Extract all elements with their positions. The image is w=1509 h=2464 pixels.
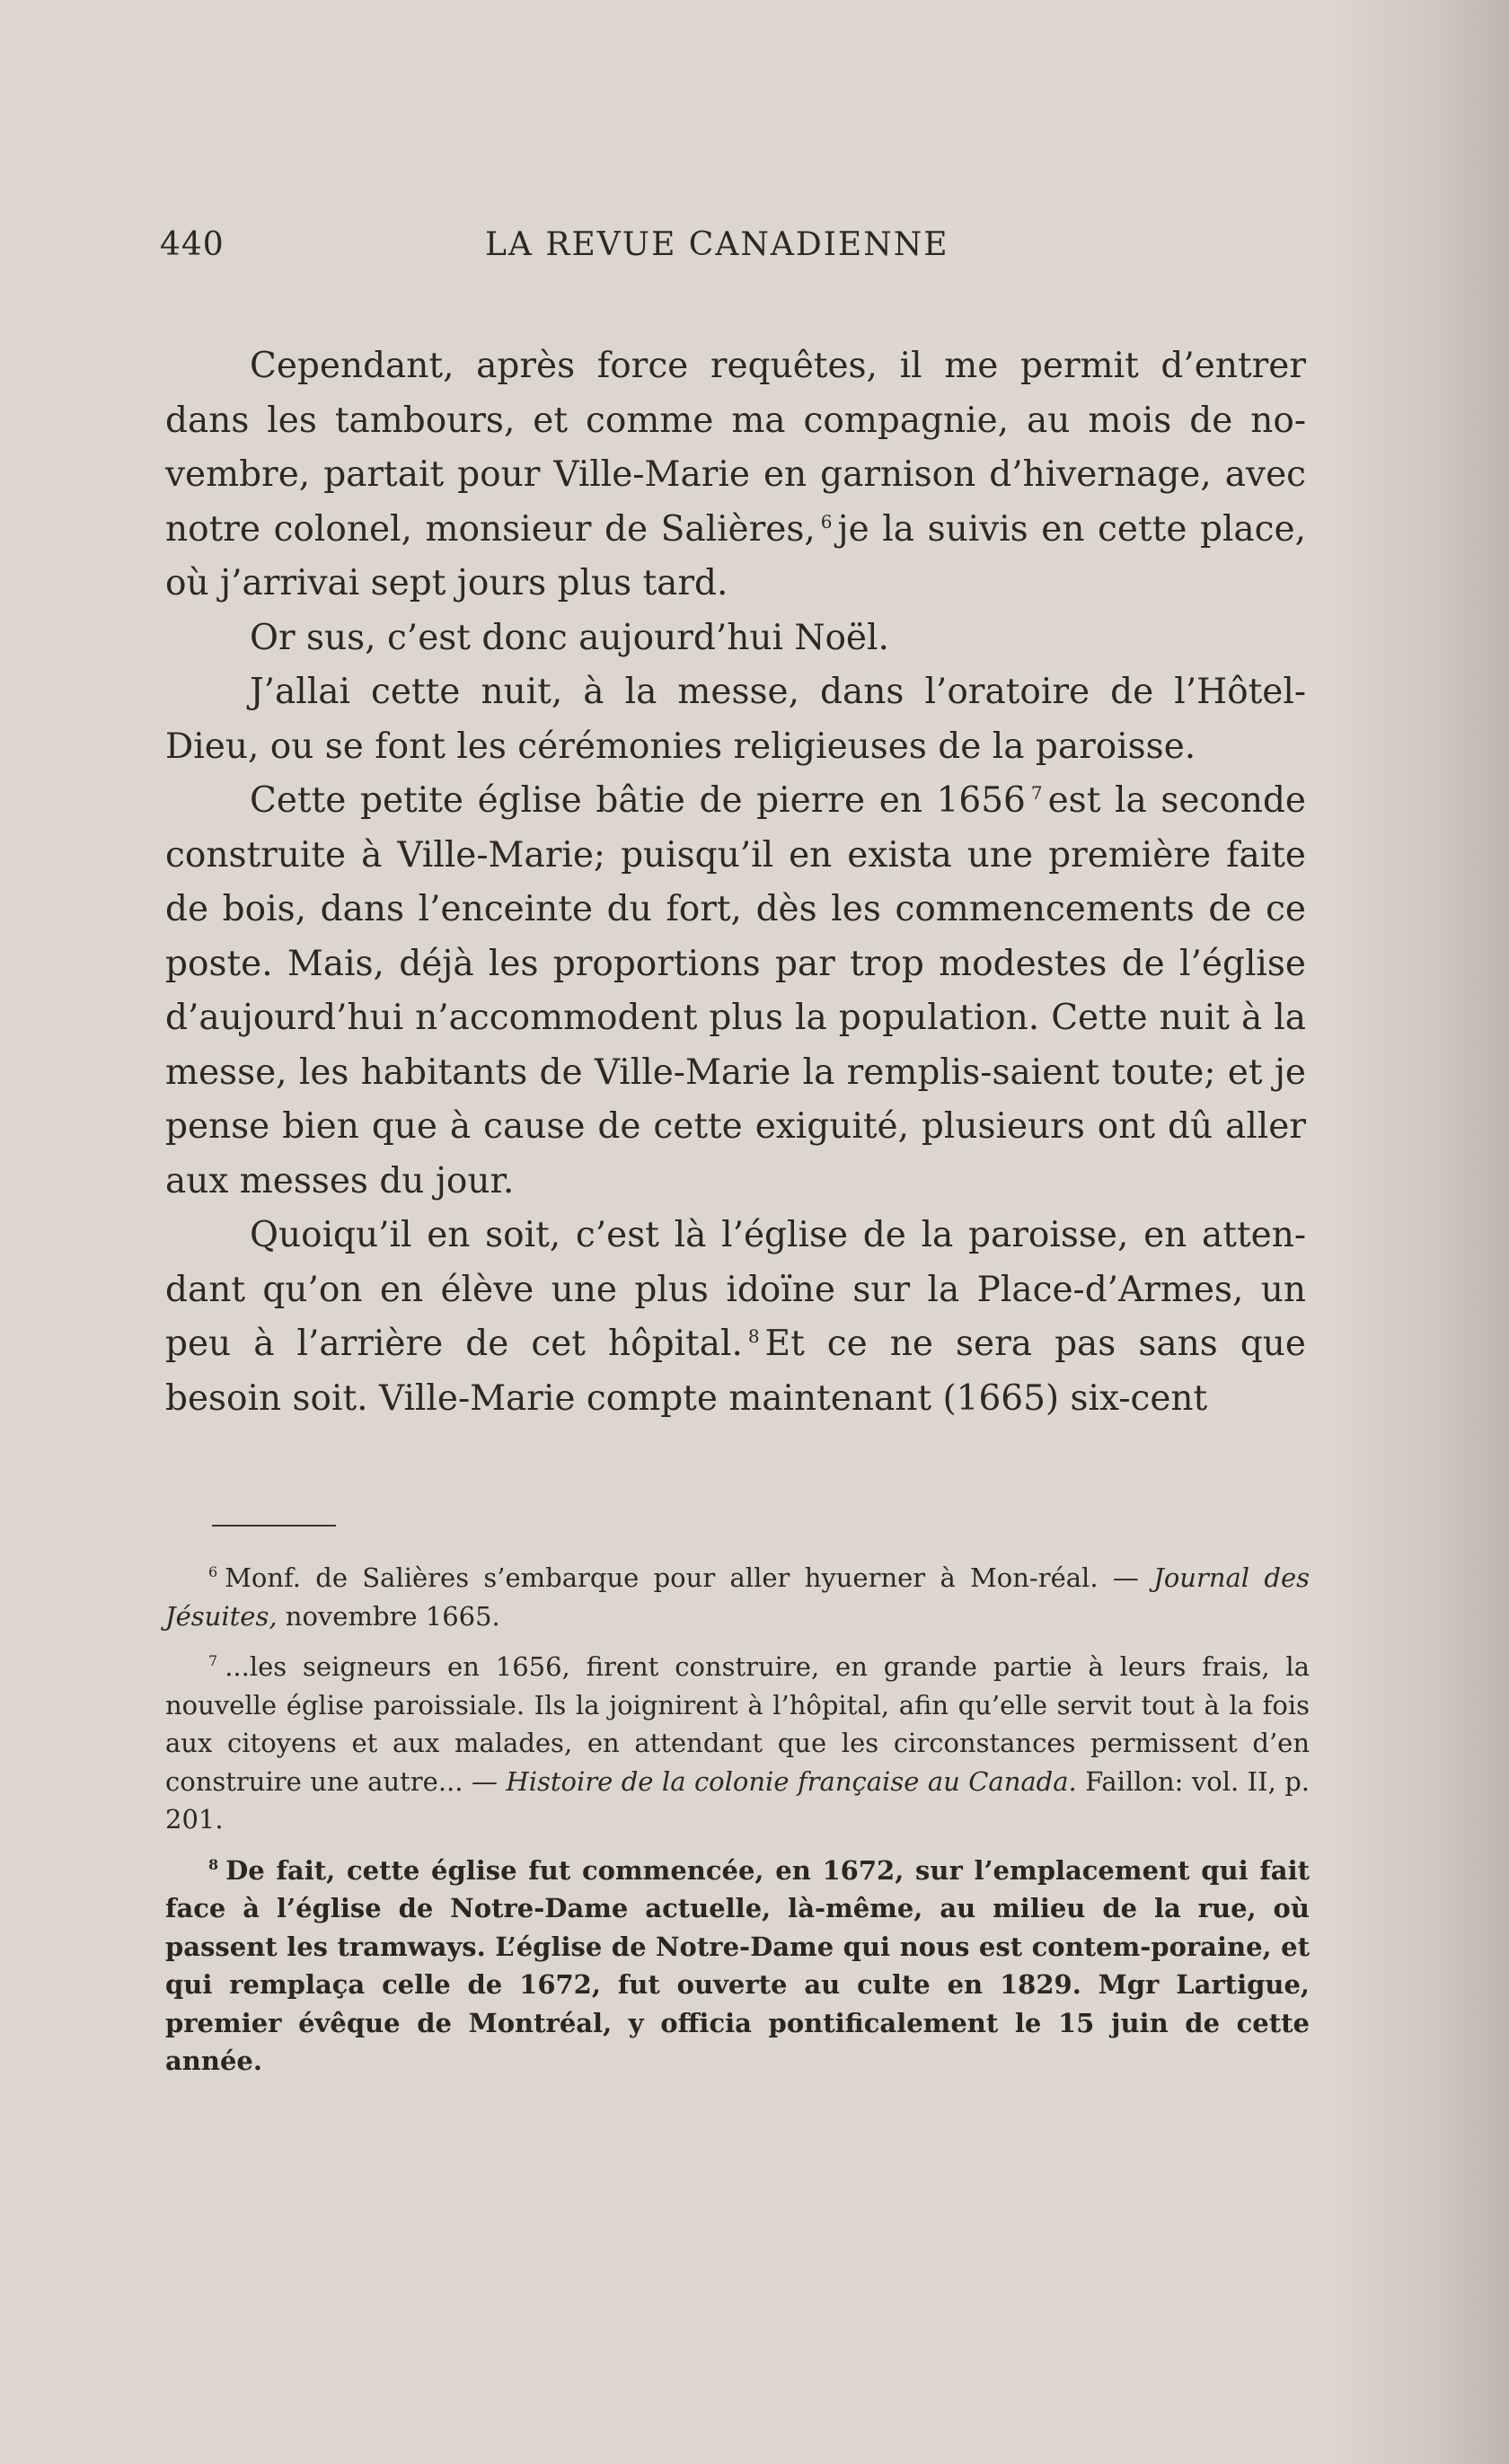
footnote-8-mark: 8 bbox=[208, 1855, 219, 1873]
paragraph-2: Or sus, c’est donc aujourd’hui Noël. bbox=[250, 617, 889, 658]
paragraph-1-part-2: je la suivis en cette place, où j’arrivai sept jours plus tard. bbox=[165, 508, 1306, 603]
footnote-ref-6: 6 bbox=[820, 510, 833, 532]
footnote-6-source: Journal des Jésuites, bbox=[165, 1562, 1310, 1632]
footnote-7 bbox=[165, 1648, 1310, 1839]
footnotes bbox=[165, 1559, 1310, 2093]
footnote-8-text: De fait, cette église fut commencée, en 1672, sur l’emplacement qui fait face à l’église de Notre-Dame actuelle, là-même, au milieu de la rue, où passent les tramways. L’église de Notre-Dame qui nous est contem-poraine, et qui remplaça celle de 1672, fut ouverte au culte en 1829. Mgr Lartigue, premier évêque de Montréal, y officia pontificalement le 15 juin de cette année. bbox=[165, 1854, 1310, 2076]
footnote-7-source: Histoire de la colonie française au Canada. bbox=[506, 1765, 1077, 1797]
paragraph-1 bbox=[165, 339, 1306, 612]
page-number: 440 bbox=[160, 226, 225, 263]
footnote-7-text-2: Faillon: vol. II, p. 201. bbox=[165, 1765, 1310, 1835]
footnote-6-text-1: Monf. de Salières s’embarque pour aller hyuerner à Mon-réal. — bbox=[225, 1562, 1139, 1593]
paragraph-4-part-1: Cette petite église bâtie de pierre en 1656 bbox=[250, 780, 1026, 821]
paragraph-5 bbox=[165, 1209, 1306, 1426]
footnote-7-text-1: ...les seigneurs en 1656, firent construire, en grande partie à leurs frais, la nouvelle église paroissiale. Ils la joignirent à l’hôpital, afin qu’elle servit tout à la fois aux citoyens et aux malades, en attendant que les circonstances permissent d’en construire une autre... — bbox=[165, 1651, 1310, 1797]
footnote-6-mark: 6 bbox=[208, 1563, 218, 1581]
footnote-ref-7: 7 bbox=[1030, 782, 1043, 804]
footnote-6-text-2: novembre 1665. bbox=[285, 1600, 500, 1632]
paragraph-4 bbox=[165, 774, 1306, 1209]
paragraph-3: J’allai cette nuit, à la messe, dans l’oratoire de l’Hôtel-Dieu, ou se font les cérémonies religieuses de la paroisse. bbox=[165, 672, 1306, 767]
paragraph-1-part-1: Cependant, après force requêtes, il me permit d’entrer dans les tambours, et comme ma compagnie, au mois de no-vembre, partait pour Ville-Marie en garnison d’hivernage, avec notre colonel, monsieur de Salières, bbox=[165, 346, 1306, 550]
running-header bbox=[160, 226, 1310, 280]
paragraph-5-part-2: Et ce ne sera pas sans que besoin soit. Ville-Marie compte maintenant (1665) six-cent bbox=[165, 1324, 1306, 1419]
paragraph-5-part-1: Quoiqu’il en soit, c’est là l’église de la paroisse, en atten-dant qu’on en élève une plus idoïne sur la Place-d’Armes, un peu à l’arrière de cet hôpital. bbox=[165, 1215, 1306, 1364]
footnote-6 bbox=[165, 1559, 1310, 1635]
footnote-separator bbox=[212, 1525, 336, 1527]
paragraph-4-part-2: est la seconde construite à Ville-Marie; puisqu’il en exista une première faite de bois, dans l’enceinte du fort, dès les commencements de ce poste. Mais, déjà les proportions par trop modestes de l’église d’aujourd’hui n’accommodent plus la population. Cette nuit à la messe, les habitants de Ville-Marie la remplis-saient toute; et je pense bien que à cause de cette exiguité, plusieurs ont dû aller aux messes du jour. bbox=[165, 780, 1306, 1201]
footnote-ref-8: 8 bbox=[747, 1325, 760, 1347]
footnote-8 bbox=[165, 1852, 1310, 2081]
running-title: LA REVUE CANADIENNE bbox=[485, 226, 949, 263]
footnote-7-mark: 7 bbox=[208, 1652, 218, 1670]
main-text bbox=[165, 339, 1306, 1426]
